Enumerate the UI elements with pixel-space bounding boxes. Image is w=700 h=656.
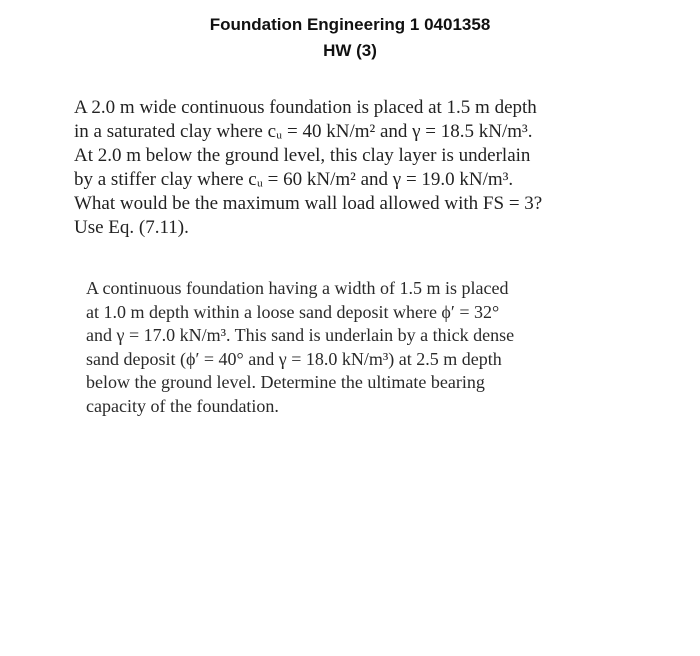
course-title: Foundation Engineering 1 0401358 (209, 15, 491, 34)
problem-1-line-4: by a stiffer clay where cᵤ = 60 kN/m² and γ = 19.0 kN/m³. (74, 169, 514, 190)
problem-1-line-3: At 2.0 m below the ground level, this clay layer is underlain (74, 145, 531, 166)
problem-1-line-1: A 2.0 m wide continuous foundation is placed at 1.5 m depth (74, 97, 537, 118)
problem-2-line-5: below the ground level. Determine the ultimate bearing (86, 372, 485, 392)
assignment-title: HW (3) (323, 41, 377, 60)
document-header (0, 12, 700, 64)
problem-2-line-3: and γ = 17.0 kN/m³. This sand is underlain by a thick dense (86, 325, 515, 345)
problem-2-line-2: at 1.0 m depth within a loose sand deposit where ϕ′ = 32° (86, 301, 500, 322)
problem-1-line-5: What would be the maximum wall load allowed with FS = 3? (74, 193, 543, 214)
problem-1-line-2: in a saturated clay where cᵤ = 40 kN/m² and γ = 18.5 kN/m³. (74, 121, 533, 142)
problem-2 (86, 277, 514, 418)
problem-2-line-1: A continuous foundation having a width of 1.5 m is placed (86, 278, 509, 298)
problem-2-line-4: sand deposit (ϕ′ = 40° and γ = 18.0 kN/m³) at 2.5 m depth (86, 348, 502, 369)
problem-1-line-6: Use Eq. (7.11). (74, 217, 189, 238)
problem-2-line-6: capacity of the foundation. (86, 395, 279, 416)
problem-1 (74, 96, 542, 240)
